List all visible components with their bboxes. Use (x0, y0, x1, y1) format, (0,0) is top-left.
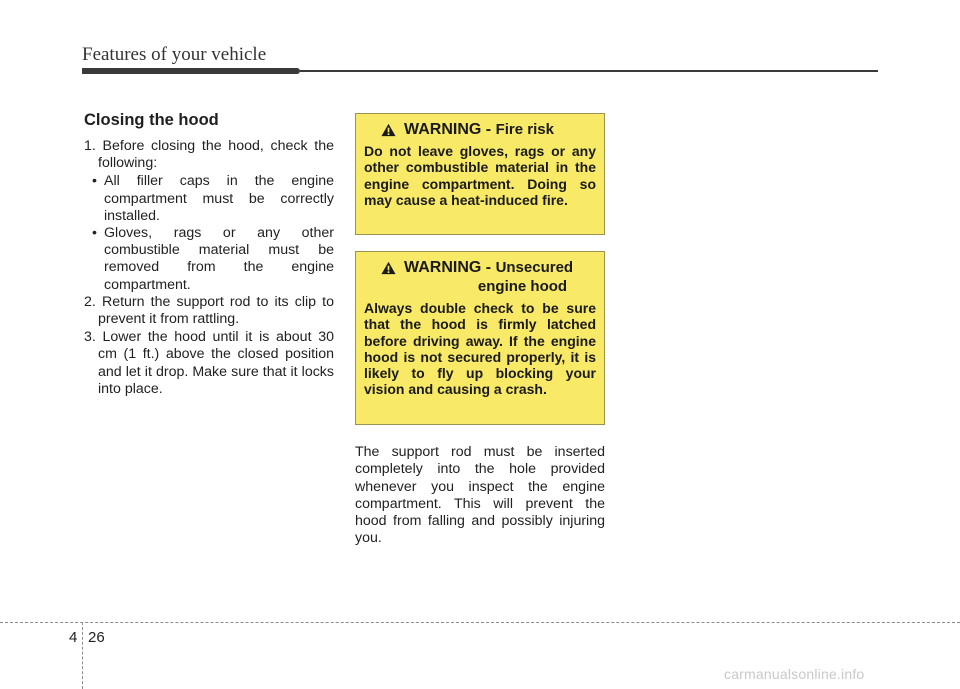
bullet-icon: • (92, 173, 97, 190)
warning-header (364, 258, 596, 296)
checklist-item (90, 173, 334, 225)
watermark-text: carmanualsonline.info (724, 666, 865, 682)
checklist-item-text: Gloves, rags or any other combustible material must be removed from the engine compartment. (104, 225, 334, 293)
page-chapter: 4 (69, 629, 78, 646)
warning-triangle-icon (381, 123, 396, 137)
warning-body: Always double check to be sure that the hood is firmly latched before driving away. If the engine hood is not secured properly, it is likely to fly up blocking your vision and causing a crash. (364, 300, 596, 398)
step-1: 1. Before closing the hood, check the following: (84, 138, 334, 172)
closing-hood-section (84, 110, 334, 399)
support-rod-note: The support rod must be inserted completely into the hole provided whenever you inspect the engine compartment. This will prevent the hood from falling and possibly injuring you. (355, 444, 605, 547)
warning-header (364, 120, 596, 139)
step-3: 3. Lower the hood until it is about 30 cm (1 ft.) above the closed position and let it drop. Make sure that it locks into place. (84, 329, 334, 397)
warning-subtitle-line1: Unsecured (495, 259, 574, 276)
step-2: 2. Return the support rod to its clip to prevent it from rattling. (84, 293, 334, 328)
warning-body: Do not leave gloves, rags or any other combustible material in the engine compartment. Doing so may cause a heat-induced fire. (364, 143, 596, 208)
header-rule-thick (82, 68, 300, 74)
section-heading: Closing the hood (84, 111, 219, 129)
page-number: 26 (88, 629, 105, 646)
warning-subtitle: Fire risk (495, 121, 554, 138)
warning-unsecured-hood (355, 251, 605, 425)
warning-fire-risk (355, 113, 605, 235)
footer-rule (0, 622, 960, 623)
header-rule-thin (300, 70, 878, 72)
warning-label: WARNING - (404, 121, 492, 138)
warning-triangle-icon (381, 261, 396, 275)
footer-vertical-rule (82, 622, 83, 689)
page-header-title: Features of your vehicle (82, 44, 267, 65)
checklist-item (90, 225, 334, 294)
warning-label: WARNING - (404, 259, 492, 276)
warning-subtitle-line2: engine hood (477, 278, 568, 295)
warning-title (404, 258, 573, 296)
checklist (84, 173, 334, 293)
bullet-icon: • (92, 225, 97, 242)
checklist-item-text: All filler caps in the engine compartment must be correctly installed. (104, 173, 334, 224)
warning-title (404, 120, 554, 139)
